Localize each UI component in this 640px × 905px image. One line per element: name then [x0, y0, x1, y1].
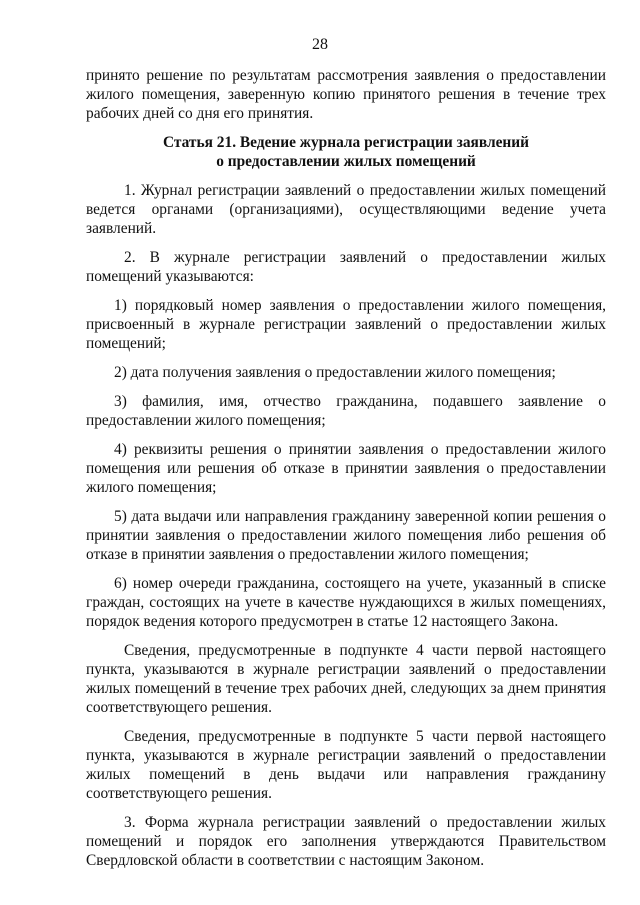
- list-item-5: 5) дата выдачи или направления гражданину заверенной копии решения о принятии заявления о предоставлении жилого помещения либо решения об отказе в принятии заявления о предоставлении жилого помещения;: [86, 508, 606, 563]
- intro-paragraph: принято решение по результатам рассмотрения заявления о предоставлении жилого помещения, заверенную копию принятого решения в течение трех рабочих дней со дня его принятия.: [86, 67, 606, 122]
- list-item-3: 3) фамилия, имя, отчество гражданина, подавшего заявление о предоставлении жилого помещения;: [86, 393, 606, 429]
- paragraph-1: 1. Журнал регистрации заявлений о предоставлении жилых помещений ведется органами (организациями), осуществляющими ведение учета заявлений.: [86, 182, 606, 237]
- list-item-6: 6) номер очереди гражданина, состоящего на учете, указанный в списке граждан, состоящих на учете в качестве нуждающихся в жилых помещениях, порядок ведения которого предусмотрен в статье 12 настоящего Закона.: [86, 575, 606, 630]
- list-item-4: 4) реквизиты решения о принятии заявления о предоставлении жилого помещения или решения об отказе в принятии заявления о предоставлении жилого помещения;: [86, 441, 606, 496]
- document-body: [86, 66, 606, 880]
- paragraph-info-4: Сведения, предусмотренные в подпункте 4 части первой настоящего пункта, указываются в журнале регистрации заявлений о предоставлении жилых помещений в течение трех рабочих дней, следующих за днем принятия соответствующего решения.: [86, 642, 606, 716]
- list-item-2: 2) дата получения заявления о предоставлении жилого помещения;: [114, 364, 556, 381]
- list-item-1: 1) порядковый номер заявления о предоставлении жилого помещения, присвоенный в журнале регистрации заявлений о предоставлении жилых помещений;: [86, 297, 606, 352]
- page-number: 28: [312, 36, 328, 53]
- article-title: [86, 133, 606, 171]
- paragraph-info-5: Сведения, предусмотренные в подпункте 5 части первой настоящего пункта, указываются в журнале регистрации заявлений о предоставлении жилых помещений в день выдачи или направления гражданину соответствующего решения.: [86, 728, 606, 802]
- article-title-line2: о предоставлении жилых помещений: [216, 153, 476, 170]
- article-title-line1: Статья 21. Ведение журнала регистрации заявлений: [162, 134, 530, 151]
- paragraph-2: 2. В журнале регистрации заявлений о предоставлении жилых помещений указываются:: [86, 249, 606, 285]
- paragraph-3: 3. Форма журнала регистрации заявлений о предоставлении жилых помещений и порядок его заполнения утверждаются Правительством Свердловской области в соответствии с настоящим Законом.: [86, 814, 606, 869]
